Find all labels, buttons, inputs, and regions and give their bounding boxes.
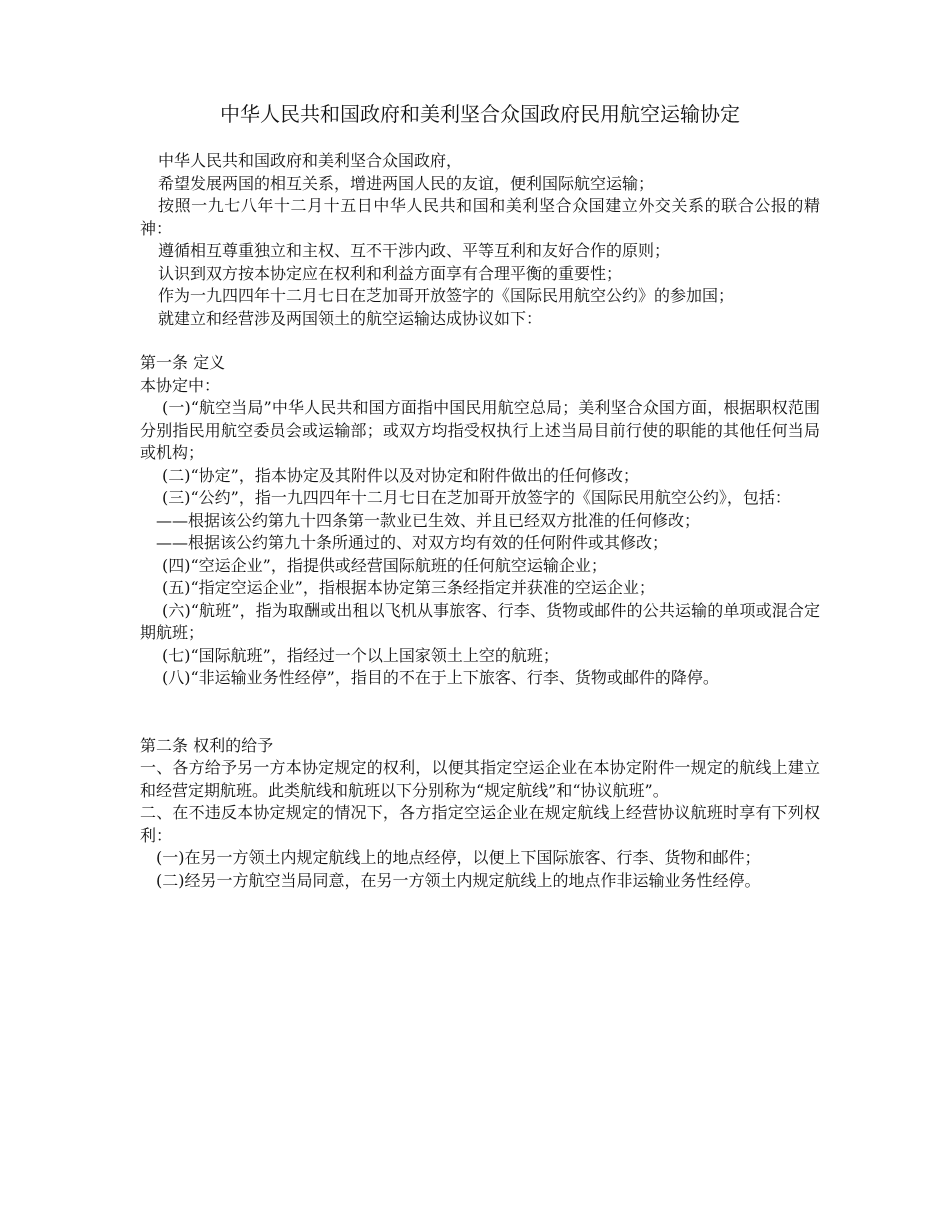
preamble-line: 认识到双方按本协定应在权利和利益方面享有合理平衡的重要性； bbox=[158, 263, 623, 283]
article-paragraph: 二、在不违反本协定规定的情况下，各方指定空运企业在规定航线上经营协议航班时享有下列权利： bbox=[140, 803, 820, 845]
article-subitem: (二)经另一方航空当局同意，在另一方领土内规定航线上的地点作非运输业务性经停。 bbox=[156, 870, 761, 890]
article-heading: 第二条 权利的给予 bbox=[140, 735, 274, 755]
article-paragraph: 一、各方给予另一方本协定规定的权利，以便其指定空运企业在本协定附件一规定的航线上建立和经营定期航班。此类航线和航班以下分别称为“规定航线”和“协议航班”。 bbox=[140, 758, 820, 800]
definition-item: (二)“协定”，指本协定及其附件以及对协定和附件做出的任何修改； bbox=[162, 465, 639, 485]
preamble-line: 希望发展两国的相互关系，增进两国人民的友谊，便利国际航空运输； bbox=[158, 173, 655, 193]
definition-subitem: ——根据该公约第九十四条第一款业已生效、并且已经双方批准的任何修改； bbox=[156, 510, 701, 530]
document-title: 中华人民共和国政府和美利坚合众国政府民用航空运输协定 bbox=[220, 102, 740, 126]
preamble-line: 按照一九七八年十二月十五日中华人民共和国和美利坚合众国建立外交关系的联合公报的精神： bbox=[140, 196, 820, 238]
preamble-line: 中华人民共和国政府和美利坚合众国政府， bbox=[158, 151, 463, 170]
document-page bbox=[140, 100, 820, 892]
definition-item: (一)“航空当局”中华人民共和国方面指中国民用航空总局；美利坚合众国方面，根据职权范围分别指民用航空委员会或运输部；或双方均指受权执行上述当局目前行使的职能的其他任何当局或机构； bbox=[140, 398, 820, 462]
definition-subitem: ——根据该公约第九十条所通过的、对双方均有效的任何附件或其修改； bbox=[156, 533, 669, 552]
definition-item: (三)“公约”，指一九四四年十二月七日在芝加哥开放签字的《国际民用航空公约》，包括： bbox=[162, 488, 791, 507]
article-heading: 第一条 定义 bbox=[140, 353, 226, 372]
definition-item: (七)“国际航班”，指经过一个以上国家领土上空的航班； bbox=[162, 645, 559, 665]
definition-item: (八)“非运输业务性经停”，指目的不在于上下旅客、行李、货物或邮件的降停。 bbox=[162, 668, 719, 687]
definition-item: (五)“指定空运企业”，指根据本协定第三条经指定并获准的空运企业； bbox=[162, 578, 655, 597]
article-subitem: (一)在另一方领土内规定航线上的地点经停，以便上下国际旅客、行李、货物和邮件； bbox=[156, 848, 761, 867]
article-intro: 本协定中： bbox=[140, 375, 221, 395]
definition-item: (六)“航班”，指为取酬或出租以飞机从事旅客、行李、货物或邮件的公共运输的单项或混合定期航班； bbox=[140, 600, 820, 642]
definition-item: (四)“空运企业”，指提供或经营国际航班的任何航空运输企业； bbox=[162, 555, 607, 575]
preamble-line: 遵循相互尊重独立和主权、互不干涉内政、平等互利和友好合作的原则； bbox=[158, 241, 671, 260]
preamble-line: 作为一九四四年十二月七日在芝加哥开放签字的《国际民用航空公约》的参加国； bbox=[158, 286, 735, 305]
preamble-line: 就建立和经营涉及两国领土的航空运输达成协议如下： bbox=[158, 308, 543, 328]
